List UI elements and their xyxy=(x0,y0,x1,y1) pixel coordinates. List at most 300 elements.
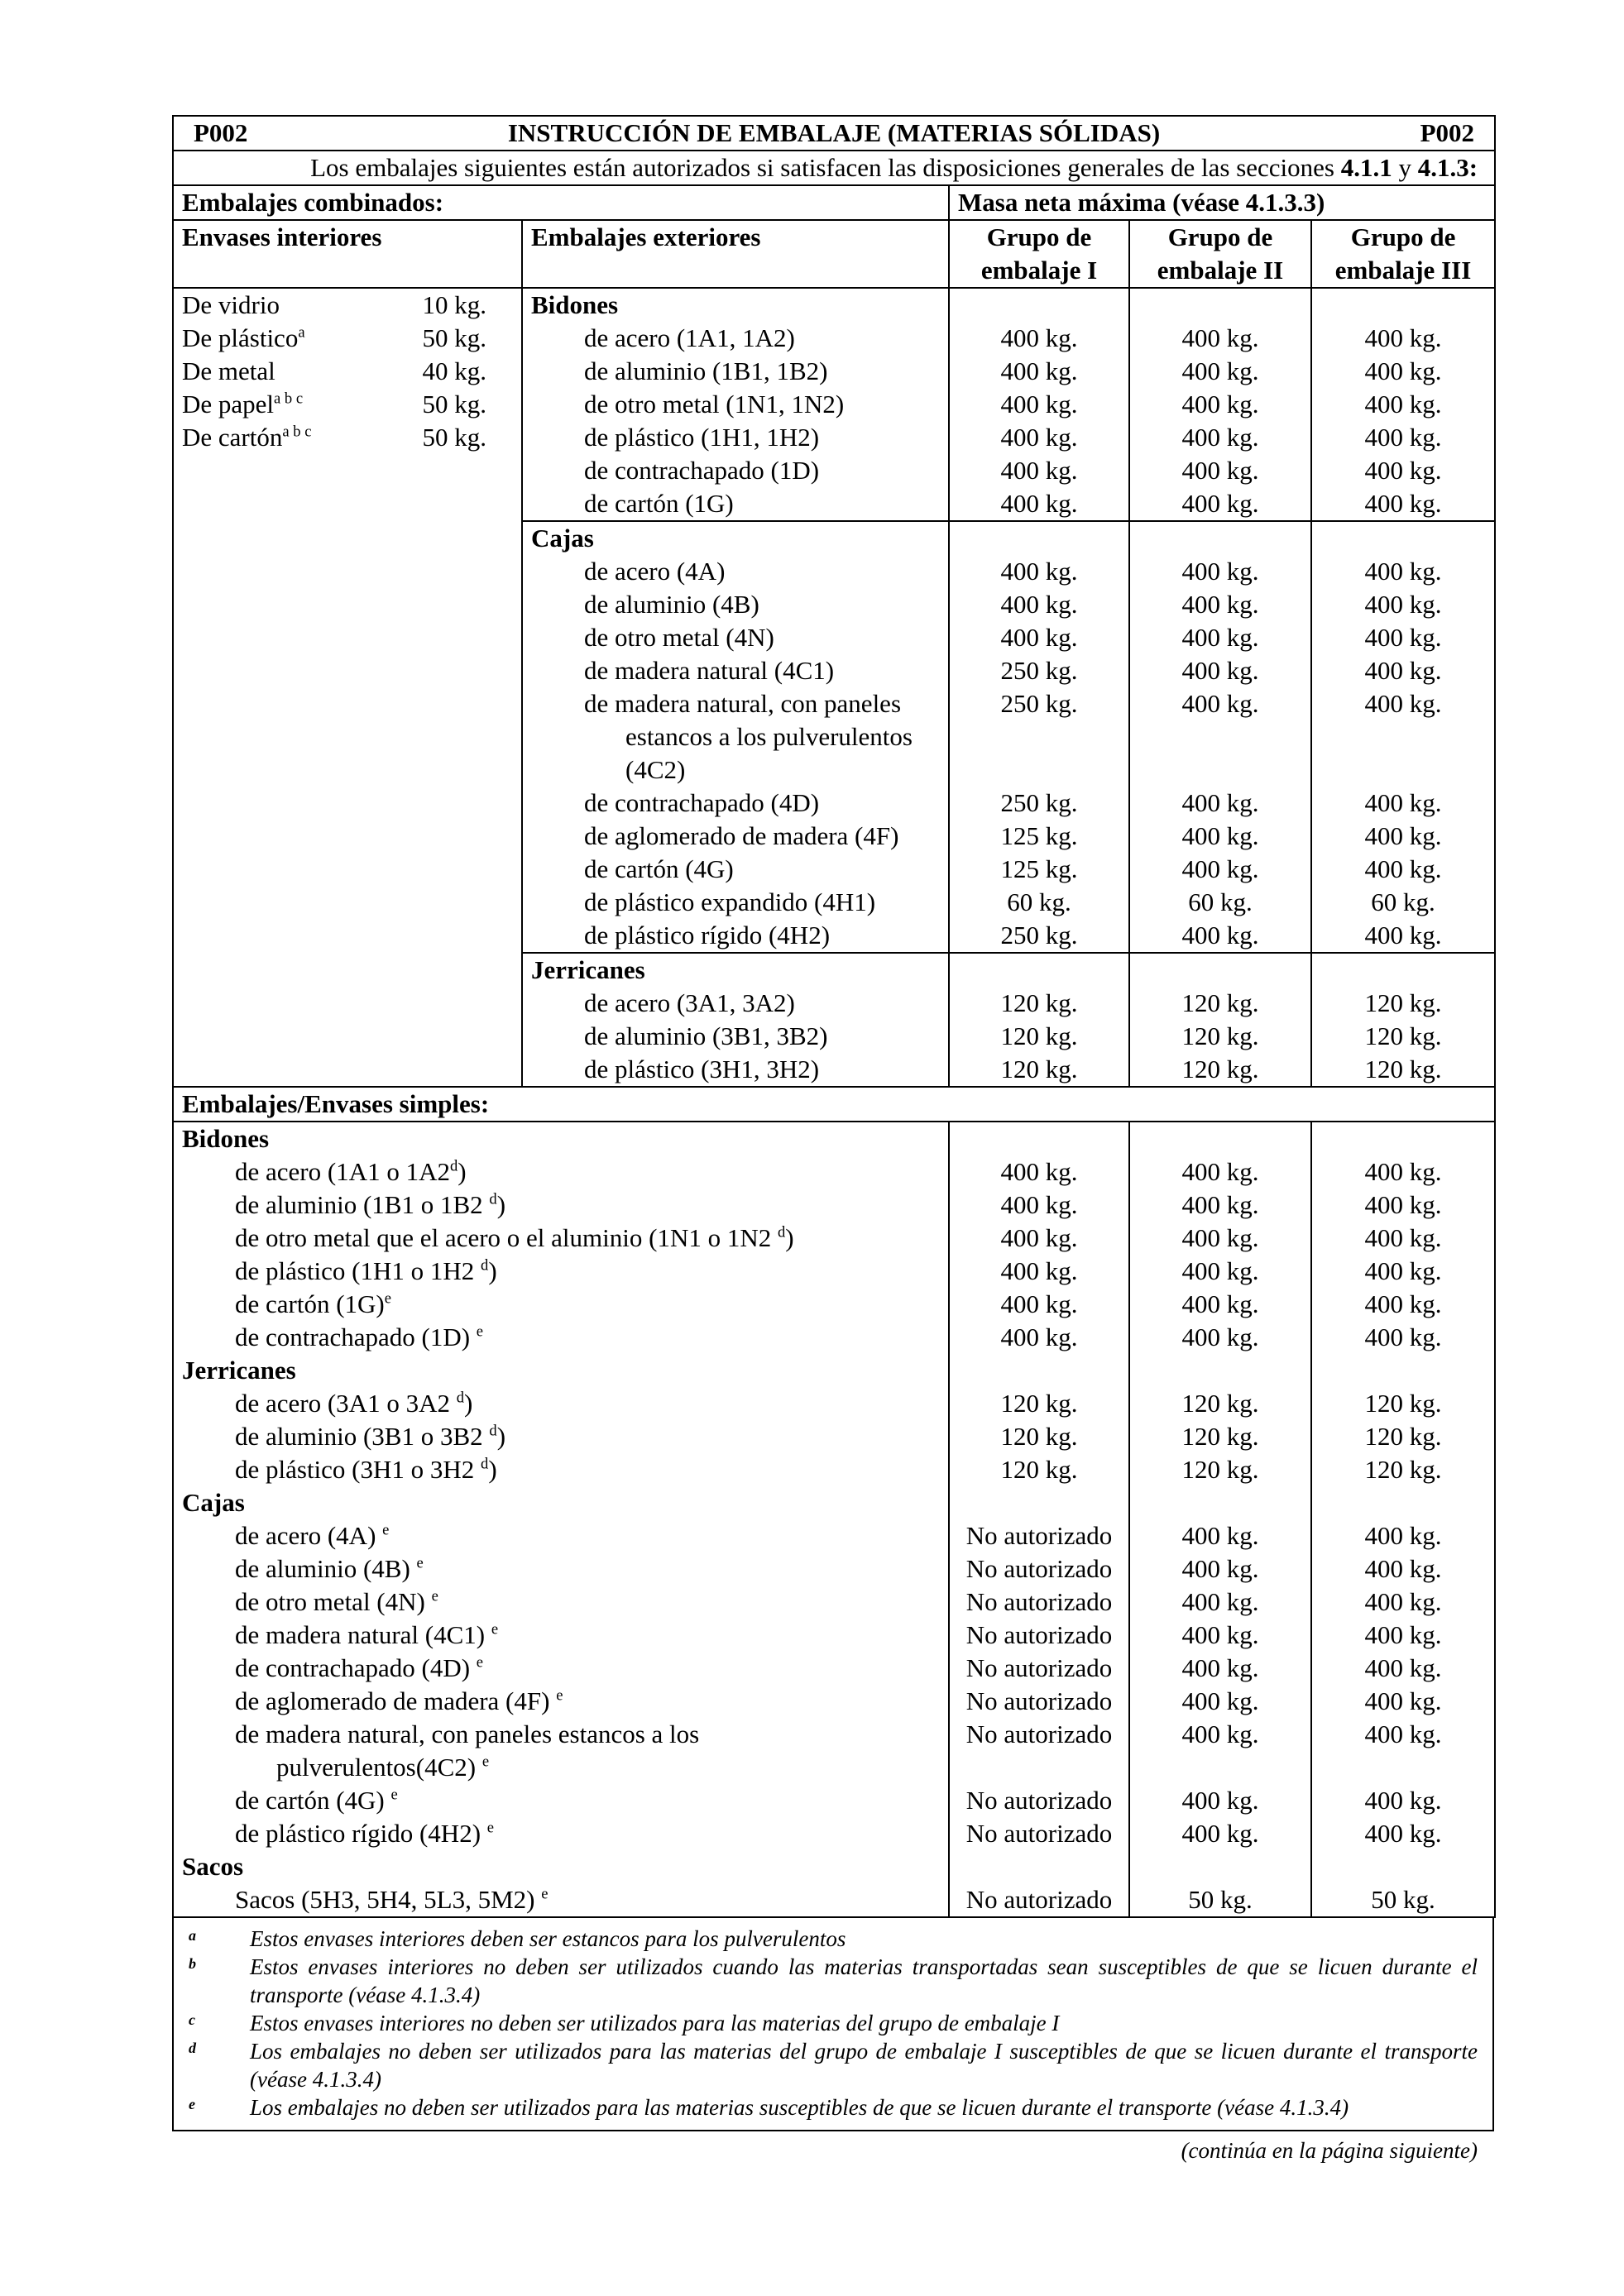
empty-cell xyxy=(1311,1850,1495,1883)
mass-value-group-3: 400 kg. xyxy=(1311,588,1495,621)
col-group-1: Grupo de embalaje I xyxy=(949,220,1129,288)
mass-value-group-2: 400 kg. xyxy=(1129,820,1311,853)
empty-cell xyxy=(1311,1354,1495,1387)
mass-value-group-3: 400 kg. xyxy=(1311,1817,1495,1850)
col-group-3: Grupo de embalaje III xyxy=(1311,220,1495,288)
footnote-text: Estos envases interiores no deben ser utilizados para las materias del grupo de embalaje I xyxy=(250,2011,1060,2035)
outer-section-row xyxy=(173,288,1495,322)
page-title: INSTRUCCIÓN DE EMBALAJE (MATERIAS SÓLIDAS) xyxy=(507,118,1161,147)
col-group-2: Grupo de embalaje II xyxy=(1129,220,1311,288)
mass-value-group-3: 400 kg. xyxy=(1311,421,1495,454)
mass-value-group-3: 400 kg. xyxy=(1311,919,1495,953)
closing-paren: ) xyxy=(488,1455,497,1484)
footnote-mark: d xyxy=(189,2040,196,2056)
single-packaging-line xyxy=(174,1387,940,1420)
mass-value-group-1: 120 kg. xyxy=(949,1387,1129,1420)
outer-packaging-name xyxy=(522,853,949,886)
mass-value-group-3: 400 kg. xyxy=(1311,1222,1495,1255)
single-item-row xyxy=(173,1685,1495,1718)
mass-value-group-2: 400 kg. xyxy=(1129,654,1311,687)
mass-value-group-3: 400 kg. xyxy=(1311,355,1495,388)
mass-value-group-1: No autorizado xyxy=(949,1619,1129,1652)
single-label: Embalajes/Envases simples: xyxy=(173,1087,1495,1122)
outer-packaging-line: de plástico rígido (4H2) xyxy=(584,921,831,949)
intro-ref1: 4.1.1 xyxy=(1340,153,1392,182)
footnotes xyxy=(172,1918,1494,2131)
single-packaging-line xyxy=(174,1189,940,1222)
single-item-row xyxy=(173,1420,1495,1453)
closing-paren: ) xyxy=(457,1157,467,1186)
single-packaging-name xyxy=(173,1519,949,1552)
single-section-row xyxy=(173,1486,1495,1519)
mass-value-group-3: 120 kg. xyxy=(1311,1020,1495,1053)
outer-packaging-line: (4C2) xyxy=(625,755,686,784)
column-header-row xyxy=(173,220,1495,288)
mass-value-group-2: 400 kg. xyxy=(1129,1189,1311,1222)
footnote-ref: e xyxy=(390,1786,398,1804)
outer-packaging-line: de aluminio (3B1, 3B2) xyxy=(584,1021,828,1050)
single-item-row xyxy=(173,1883,1495,1917)
mass-value-group-3: 400 kg. xyxy=(1311,687,1495,787)
single-packaging-text: de aluminio (4B) xyxy=(235,1554,417,1583)
outer-packaging-name xyxy=(522,355,949,388)
single-packaging-text: de acero (4A) xyxy=(235,1521,383,1550)
header-row xyxy=(173,116,1495,151)
outer-packaging-line: de acero (1A1, 1A2) xyxy=(584,323,795,352)
single-packaging-line xyxy=(174,1784,940,1817)
continued-note: (continúa en la página siguiente) xyxy=(1181,2138,1478,2163)
single-section-title: Sacos xyxy=(173,1850,949,1883)
intro-text: Los embalajes siguientes están autorizados si satisfacen las disposiciones generales de las secciones xyxy=(310,153,1341,182)
single-item-row xyxy=(173,1784,1495,1817)
inner-packaging-item xyxy=(182,388,513,421)
mass-value-group-3: 400 kg. xyxy=(1311,1652,1495,1685)
mass-value-group-3: 400 kg. xyxy=(1311,1586,1495,1619)
empty-cell xyxy=(1311,1486,1495,1519)
single-section-title: Bidones xyxy=(173,1122,949,1155)
inner-packaging-label: De cartón xyxy=(182,423,283,452)
empty-cell xyxy=(949,521,1129,555)
mass-value-group-2: 400 kg. xyxy=(1129,454,1311,487)
outer-packaging-name xyxy=(522,687,949,787)
mass-value-group-2: 400 kg. xyxy=(1129,355,1311,388)
inner-packaging-name xyxy=(182,421,395,454)
single-packaging-text: de contrachapado (1D) xyxy=(235,1323,477,1351)
mass-value-group-1: 120 kg. xyxy=(949,1453,1129,1486)
single-packaging-name xyxy=(173,1883,949,1917)
single-packaging-text: de acero (3A1 o 3A2 xyxy=(235,1389,457,1418)
mass-value-group-1: No autorizado xyxy=(949,1685,1129,1718)
single-packaging-text: de contrachapado (4D) xyxy=(235,1653,477,1682)
outer-packaging-name xyxy=(522,820,949,853)
single-packaging-line xyxy=(174,1652,940,1685)
single-item-row xyxy=(173,1586,1495,1619)
empty-cell xyxy=(1129,1122,1311,1155)
footnote-ref: a xyxy=(298,323,305,342)
footnote-mark: b xyxy=(189,1955,196,1972)
single-packaging-text: de plástico (3H1 o 3H2 xyxy=(235,1455,481,1484)
mass-value-group-3: 400 kg. xyxy=(1311,555,1495,588)
single-packaging-text: de aglomerado de madera (4F) xyxy=(235,1686,557,1715)
empty-cell xyxy=(949,1486,1129,1519)
mass-value-group-1: 60 kg. xyxy=(949,886,1129,919)
mass-value-group-3: 400 kg. xyxy=(1311,1718,1495,1784)
inner-packaging-name xyxy=(182,322,395,355)
mass-value-group-2: 120 kg. xyxy=(1129,987,1311,1020)
single-packaging-name xyxy=(173,1685,949,1718)
empty-cell xyxy=(1311,953,1495,987)
footnote-text: Los embalajes no deben ser utilizados para las materias susceptibles de que se licuen durante el transporte (véase 4.1.3.4) xyxy=(250,2095,1349,2120)
footnote-ref: e xyxy=(476,1323,484,1341)
outer-packaging-line: de acero (4A) xyxy=(584,557,726,586)
mass-value-group-2: 400 kg. xyxy=(1129,1288,1311,1321)
outer-section-title: Jerricanes xyxy=(522,953,949,987)
outer-packaging-line: de madera natural, con paneles xyxy=(584,689,902,718)
inner-packaging-qty: 50 kg. xyxy=(422,390,486,419)
mass-value-group-3: 120 kg. xyxy=(1311,1453,1495,1486)
single-packaging-line xyxy=(174,1420,940,1453)
outer-packaging-name xyxy=(522,886,949,919)
footnote-ref: d xyxy=(489,1422,497,1440)
mass-value-group-1: 400 kg. xyxy=(949,487,1129,521)
mass-value-group-3: 400 kg. xyxy=(1311,322,1495,355)
single-packaging-line xyxy=(174,1552,940,1586)
code-right: P002 xyxy=(1420,118,1475,147)
inner-packaging-label: De papel xyxy=(182,390,275,419)
footnote-ref: d xyxy=(456,1389,465,1407)
single-item-row xyxy=(173,1718,1495,1784)
footnote-e xyxy=(189,2093,1478,2121)
empty-cell xyxy=(1129,1850,1311,1883)
footnote-ref: e xyxy=(431,1587,438,1605)
mass-value-group-2: 50 kg. xyxy=(1129,1883,1311,1917)
mass-value-group-3: 400 kg. xyxy=(1311,654,1495,687)
mass-value-group-3: 400 kg. xyxy=(1311,787,1495,820)
mass-value-group-3: 400 kg. xyxy=(1311,1784,1495,1817)
single-item-row xyxy=(173,1552,1495,1586)
mass-value-group-3: 120 kg. xyxy=(1311,1420,1495,1453)
single-packaging-text: pulverulentos(4C2) xyxy=(276,1753,482,1782)
outer-packaging-line: de cartón (4G) xyxy=(584,854,734,883)
mass-value-group-1: 120 kg. xyxy=(949,1053,1129,1087)
footnote-text: Estos envases interiores deben ser estancos para los pulverulentos xyxy=(250,1926,846,1951)
single-packaging-line xyxy=(174,1883,940,1916)
mass-value-group-1: 400 kg. xyxy=(949,588,1129,621)
mass-value-group-3: 400 kg. xyxy=(1311,621,1495,654)
mass-value-group-2: 400 kg. xyxy=(1129,1552,1311,1586)
mass-value-group-2: 60 kg. xyxy=(1129,886,1311,919)
outer-packaging-line: de aglomerado de madera (4F) xyxy=(584,821,899,850)
mass-value-group-2: 400 kg. xyxy=(1129,1652,1311,1685)
empty-cell xyxy=(1129,953,1311,987)
mass-value-group-2: 400 kg. xyxy=(1129,1222,1311,1255)
single-item-row xyxy=(173,1817,1495,1850)
outer-packaging-name xyxy=(522,654,949,687)
footnote-ref: e xyxy=(481,1753,490,1771)
single-packaging-name xyxy=(173,1155,949,1189)
empty-cell xyxy=(1311,1122,1495,1155)
inner-packaging-item xyxy=(182,421,513,454)
outer-packaging-line: estancos a los pulverulentos xyxy=(625,722,913,751)
single-packaging-line xyxy=(174,1751,940,1784)
footnote-ref: e xyxy=(384,1289,392,1308)
single-packaging-name xyxy=(173,1652,949,1685)
mass-value-group-2: 400 kg. xyxy=(1129,388,1311,421)
footnote-ref: e xyxy=(541,1885,549,1903)
mass-value-group-1: 250 kg. xyxy=(949,787,1129,820)
single-packaging-line xyxy=(174,1155,940,1189)
single-packaging-name xyxy=(173,1189,949,1222)
mass-value-group-1: 400 kg. xyxy=(949,1155,1129,1189)
outer-packaging-line: de cartón (1G) xyxy=(584,489,734,518)
inner-packaging-name xyxy=(182,289,395,322)
inner-packaging-item xyxy=(182,289,513,322)
outer-packaging-name xyxy=(522,487,949,521)
mass-value-group-1: No autorizado xyxy=(949,1883,1129,1917)
single-packaging-name xyxy=(173,1784,949,1817)
inner-packaging-qty: 50 kg. xyxy=(422,323,486,352)
footnote-ref: e xyxy=(476,1653,484,1672)
empty-cell xyxy=(1311,521,1495,555)
intro-row xyxy=(173,151,1495,185)
single-packaging-text: de otro metal (4N) xyxy=(235,1587,432,1616)
footnote-ref: e xyxy=(556,1686,563,1705)
single-item-row xyxy=(173,1288,1495,1321)
mass-value-group-3: 60 kg. xyxy=(1311,886,1495,919)
outer-packaging-name xyxy=(522,388,949,421)
inner-packaging-item xyxy=(182,355,513,388)
mass-value-group-1: 120 kg. xyxy=(949,1420,1129,1453)
inner-packaging-label: De plástico xyxy=(182,323,299,352)
single-packaging-line xyxy=(174,1685,940,1718)
single-section-row xyxy=(173,1850,1495,1883)
mass-value-group-1: 400 kg. xyxy=(949,555,1129,588)
single-packaging-line xyxy=(174,1222,940,1255)
mass-value-group-1: 250 kg. xyxy=(949,687,1129,787)
mass-value-group-1: No autorizado xyxy=(949,1784,1129,1817)
inner-packaging-label: De vidrio xyxy=(182,290,280,319)
outer-packaging-name xyxy=(522,987,949,1020)
mass-value-group-3: 400 kg. xyxy=(1311,1619,1495,1652)
mass-value-group-1: 400 kg. xyxy=(949,454,1129,487)
mass-value-group-1: 400 kg. xyxy=(949,355,1129,388)
mass-value-group-3: 400 kg. xyxy=(1311,1519,1495,1552)
mass-value-group-3: 400 kg. xyxy=(1311,487,1495,521)
single-packaging-line xyxy=(174,1586,940,1619)
mass-value-group-1: 400 kg. xyxy=(949,322,1129,355)
empty-cell xyxy=(949,288,1129,322)
outer-packaging-name xyxy=(522,919,949,953)
closing-paren: ) xyxy=(464,1389,473,1418)
outer-packaging-name xyxy=(522,421,949,454)
mass-value-group-1: 250 kg. xyxy=(949,654,1129,687)
single-packaging-line xyxy=(174,1321,940,1354)
mass-value-group-3: 400 kg. xyxy=(1311,820,1495,853)
footnote-text: Los embalajes no deben ser utilizados para las materias del grupo de embalaje I susceptibles de que se licuen durante el transporte (véase 4.1.3.4) xyxy=(250,2039,1478,2092)
outer-packaging-line: de aluminio (4B) xyxy=(584,590,759,619)
mass-value-group-3: 400 kg. xyxy=(1311,454,1495,487)
empty-cell xyxy=(1129,1486,1311,1519)
footnote-ref: d xyxy=(481,1455,489,1473)
mass-value-group-2: 400 kg. xyxy=(1129,1817,1311,1850)
mass-value-group-1: 125 kg. xyxy=(949,853,1129,886)
mass-value-group-2: 120 kg. xyxy=(1129,1420,1311,1453)
mass-value-group-3: 400 kg. xyxy=(1311,1685,1495,1718)
closing-paren: ) xyxy=(785,1223,794,1252)
mass-label: Masa neta máxima (véase 4.1.3.3) xyxy=(949,185,1495,220)
inner-packaging-name xyxy=(182,355,395,388)
mass-value-group-3: 400 kg. xyxy=(1311,388,1495,421)
mass-value-group-2: 120 kg. xyxy=(1129,1020,1311,1053)
single-packaging-text: de plástico (1H1 o 1H2 xyxy=(235,1256,481,1285)
mass-value-group-2: 400 kg. xyxy=(1129,1321,1311,1354)
single-section-row xyxy=(173,1122,1495,1155)
mass-value-group-1: 400 kg. xyxy=(949,1189,1129,1222)
mass-value-group-2: 400 kg. xyxy=(1129,555,1311,588)
single-packaging-name xyxy=(173,1321,949,1354)
mass-value-group-2: 400 kg. xyxy=(1129,1519,1311,1552)
single-packaging-name xyxy=(173,1288,949,1321)
mass-value-group-3: 400 kg. xyxy=(1311,1321,1495,1354)
single-packaging-text: de aluminio (3B1 o 3B2 xyxy=(235,1422,490,1451)
mass-value-group-1: 400 kg. xyxy=(949,1255,1129,1288)
single-item-row xyxy=(173,1222,1495,1255)
mass-value-group-3: 50 kg. xyxy=(1311,1883,1495,1917)
mass-value-group-2: 400 kg. xyxy=(1129,787,1311,820)
single-item-row xyxy=(173,1387,1495,1420)
mass-value-group-1: 120 kg. xyxy=(949,1020,1129,1053)
combined-label-row xyxy=(173,185,1495,220)
footnote-ref: d xyxy=(481,1256,489,1275)
mass-value-group-2: 400 kg. xyxy=(1129,421,1311,454)
footnote-mark: a xyxy=(189,1927,196,1944)
single-item-row xyxy=(173,1189,1495,1222)
combined-label: Embalajes combinados: xyxy=(173,185,949,220)
outer-packaging-name xyxy=(522,1020,949,1053)
single-label-row xyxy=(173,1087,1495,1122)
footnote-ref: e xyxy=(491,1620,499,1638)
footnote-ref: e xyxy=(486,1819,495,1837)
mass-value-group-1: No autorizado xyxy=(949,1519,1129,1552)
empty-cell xyxy=(949,1850,1129,1883)
single-packaging-line xyxy=(174,1453,940,1486)
single-packaging-name xyxy=(173,1420,949,1453)
outer-packaging-line: de madera natural (4C1) xyxy=(584,656,835,685)
footnote-a xyxy=(189,1925,1478,1953)
single-packaging-name xyxy=(173,1817,949,1850)
closing-paren: ) xyxy=(496,1190,506,1219)
single-packaging-name xyxy=(173,1718,949,1784)
single-packaging-name xyxy=(173,1586,949,1619)
outer-packaging-name xyxy=(522,555,949,588)
footnote-d xyxy=(189,2037,1478,2093)
empty-cell xyxy=(1129,288,1311,322)
single-packaging-name xyxy=(173,1619,949,1652)
outer-packaging-name xyxy=(522,787,949,820)
outer-packaging-line: de aluminio (1B1, 1B2) xyxy=(584,356,828,385)
single-packaging-line xyxy=(174,1255,940,1288)
mass-value-group-2: 400 kg. xyxy=(1129,1718,1311,1784)
mass-value-group-1: 400 kg. xyxy=(949,388,1129,421)
single-packaging-line xyxy=(174,1718,940,1751)
mass-value-group-2: 400 kg. xyxy=(1129,687,1311,787)
single-packaging-line xyxy=(174,1519,940,1552)
mass-value-group-2: 400 kg. xyxy=(1129,1685,1311,1718)
single-item-row xyxy=(173,1255,1495,1288)
closing-paren: ) xyxy=(496,1422,506,1451)
empty-cell xyxy=(1129,521,1311,555)
mass-value-group-1: 125 kg. xyxy=(949,820,1129,853)
mass-value-group-1: 400 kg. xyxy=(949,421,1129,454)
single-packaging-text: de aluminio (1B1 o 1B2 xyxy=(235,1190,490,1219)
outer-packaging-line: de contrachapado (1D) xyxy=(584,456,820,485)
single-packaging-line xyxy=(174,1288,940,1321)
mass-value-group-3: 400 kg. xyxy=(1311,1189,1495,1222)
inner-packaging-qty: 50 kg. xyxy=(422,423,486,452)
single-packaging-text: de otro metal que el acero o el aluminio (1N1 o 1N2 xyxy=(235,1223,778,1252)
mass-value-group-2: 400 kg. xyxy=(1129,1255,1311,1288)
single-packaging-name xyxy=(173,1255,949,1288)
single-item-row xyxy=(173,1619,1495,1652)
mass-value-group-1: 400 kg. xyxy=(949,621,1129,654)
inner-packaging-name xyxy=(182,388,395,421)
inner-packaging-qty: 40 kg. xyxy=(422,356,486,385)
mass-value-group-2: 400 kg. xyxy=(1129,919,1311,953)
single-packaging-text: de cartón (4G) xyxy=(235,1786,391,1815)
single-packaging-text: de madera natural, con paneles estancos a los xyxy=(235,1720,700,1748)
mass-value-group-2: 400 kg. xyxy=(1129,621,1311,654)
mass-value-group-2: 400 kg. xyxy=(1129,1586,1311,1619)
footnote-ref: d xyxy=(449,1157,458,1175)
mass-value-group-2: 400 kg. xyxy=(1129,588,1311,621)
mass-value-group-2: 400 kg. xyxy=(1129,322,1311,355)
empty-cell xyxy=(949,1122,1129,1155)
mass-value-group-2: 120 kg. xyxy=(1129,1387,1311,1420)
single-packaging-line xyxy=(174,1619,940,1652)
inner-packaging-qty: 10 kg. xyxy=(422,290,486,319)
single-packaging-name xyxy=(173,1387,949,1420)
mass-value-group-2: 400 kg. xyxy=(1129,487,1311,521)
empty-cell xyxy=(949,1354,1129,1387)
mass-value-group-3: 120 kg. xyxy=(1311,1387,1495,1420)
single-section-title: Jerricanes xyxy=(173,1354,949,1387)
outer-packaging-line: de plástico (1H1, 1H2) xyxy=(584,423,820,452)
single-section-row xyxy=(173,1354,1495,1387)
mass-value-group-2: 400 kg. xyxy=(1129,1784,1311,1817)
footnote-ref: d xyxy=(777,1223,786,1241)
mass-value-group-1: 400 kg. xyxy=(949,1321,1129,1354)
outer-packaging-name xyxy=(522,621,949,654)
single-packaging-name xyxy=(173,1552,949,1586)
mass-value-group-1: No autorizado xyxy=(949,1552,1129,1586)
empty-cell xyxy=(1129,1354,1311,1387)
footnote-c xyxy=(189,2009,1478,2037)
single-packaging-name xyxy=(173,1222,949,1255)
mass-value-group-3: 400 kg. xyxy=(1311,1552,1495,1586)
inner-packaging-label: De metal xyxy=(182,356,275,385)
mass-value-group-1: No autorizado xyxy=(949,1718,1129,1784)
single-packaging-text: de madera natural (4C1) xyxy=(235,1620,491,1649)
outer-packaging-line: de otro metal (4N) xyxy=(584,623,774,652)
single-packaging-text: de acero (1A1 o 1A2 xyxy=(235,1157,450,1186)
col-outer-header: Embalajes exteriores xyxy=(522,220,949,288)
footnote-text: Estos envases interiores no deben ser utilizados cuando las materias transportadas sean susceptibles de que se licuen durante el transporte (véase 4.1.3.4) xyxy=(250,1954,1478,2007)
mass-value-group-1: No autorizado xyxy=(949,1817,1129,1850)
packing-table xyxy=(172,115,1496,1918)
mass-value-group-2: 400 kg. xyxy=(1129,853,1311,886)
single-packaging-text: Sacos (5H3, 5H4, 5L3, 5M2) xyxy=(235,1885,542,1914)
footnote-ref: e xyxy=(416,1554,424,1572)
